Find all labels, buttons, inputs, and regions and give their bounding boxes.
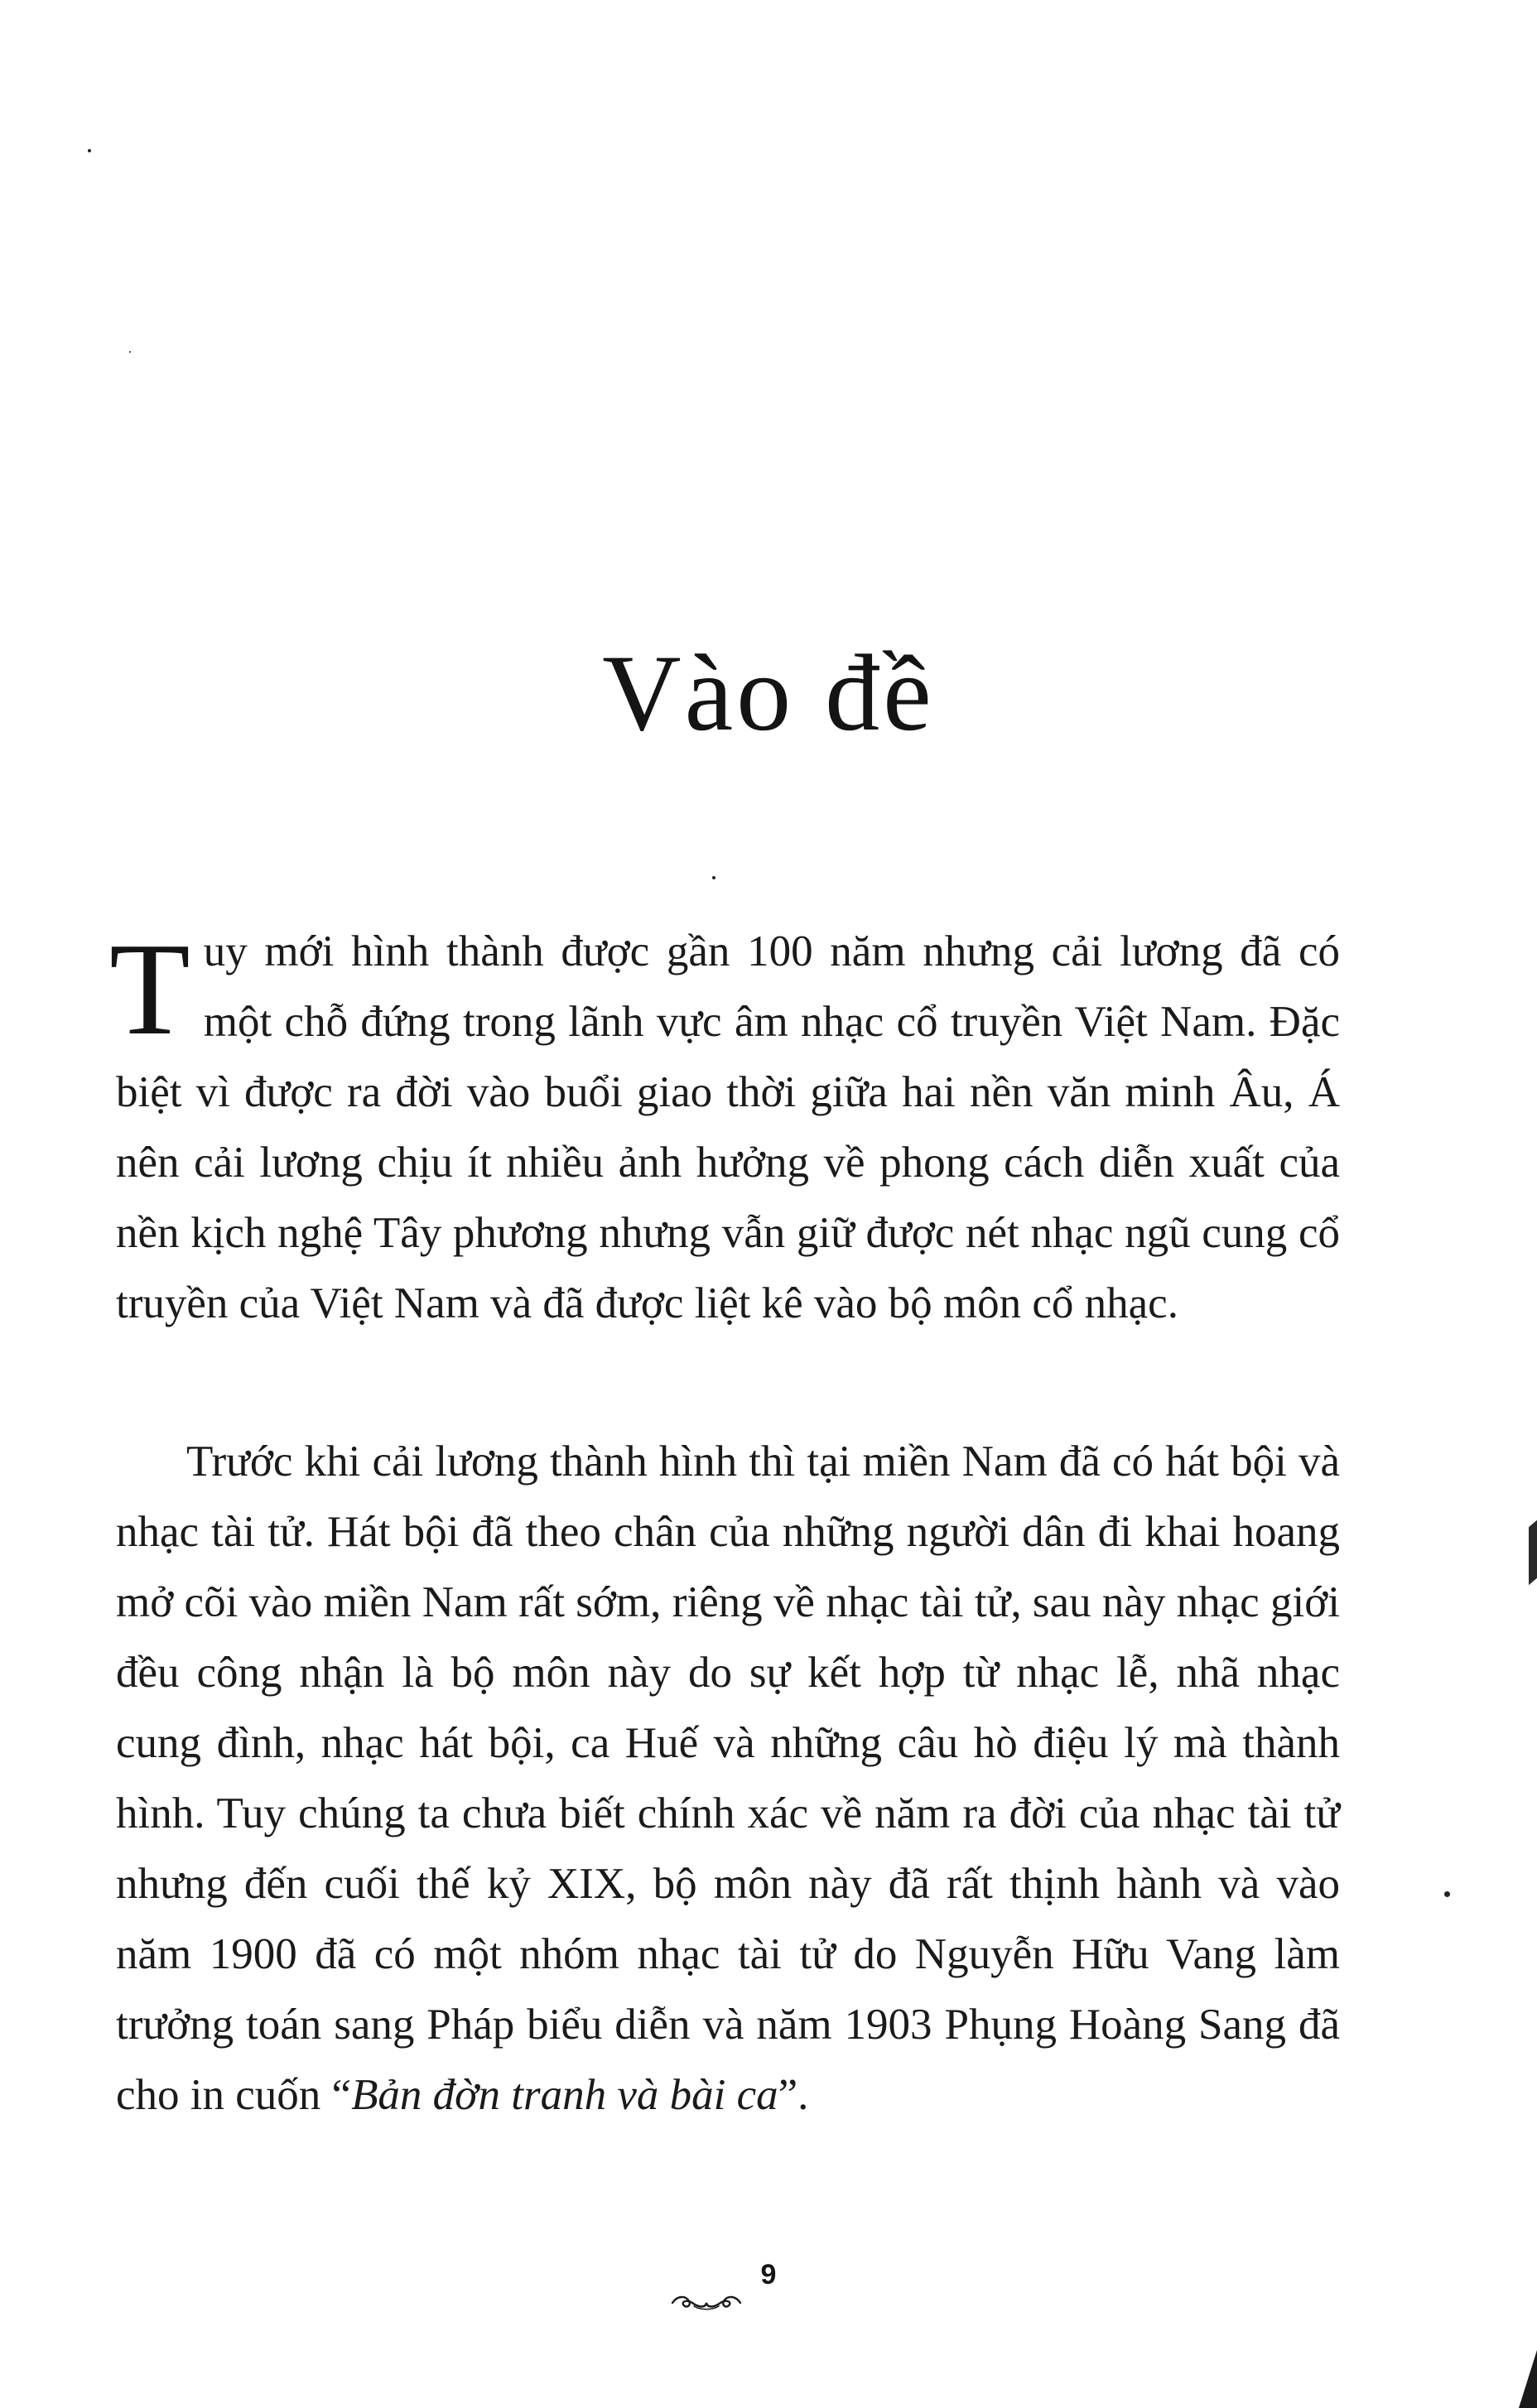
paragraph-2: [116, 1427, 1340, 2131]
page-number: 9: [760, 2259, 777, 2290]
quote-close: ”.: [778, 2071, 809, 2119]
paragraph-1: [109, 915, 1340, 1339]
print-speck: [712, 876, 716, 879]
chapter-title: Vào đề: [602, 632, 935, 754]
book-title-italic: Bản đờn tranh và bài ca: [351, 2071, 778, 2119]
scroll-ornament-icon: [669, 2294, 744, 2312]
page-edge-shadow: [1529, 1520, 1537, 1585]
print-speck: [88, 149, 91, 152]
drop-cap: T: [109, 915, 190, 1062]
paragraph-1-text: uy mới hình thành được gần 100 năm nhưng cải lương đã có một chỗ đứng trong lãnh vực âm nhạc cổ truyền Việt Nam. Đặc biệt vì được ra đời vào buổi giao thời giữa hai nền văn minh Âu, Á nên cải lương chịu ít nhiều ảnh hưởng về phong cách diễn xuất của nền kịch nghệ Tây phương nhưng vẫn giữ được nét nhạc ngũ cung cổ truyền của Việt Nam và đã được liệt kê vào bộ môn cổ nhạc.: [116, 927, 1340, 1327]
paragraph-2-text: Trước khi cải lương thành hình thì tại miền Nam đã có hát bội và nhạc tài tử. Hát bội đã theo chân của những người dân đi khai hoang mở cõi vào miền Nam rất sớm, riêng về nhạc tài tử, sau này nhạc giới đều công nhận là bộ môn này do sự kết hợp từ nhạc lễ, nhã nhạc cung đình, nhạc hát bội, ca Huế và những câu hò điệu lý mà thành hình. Tuy chúng ta chưa biết chính xác về năm ra đời của nhạc tài tử nhưng đến cuối thế kỷ XIX, bộ môn này đã rất thịnh hành và vào năm 1900 đã có một nhóm nhạc tài tử do Nguyễn Hữu Vang làm trưởng toán sang Pháp biểu diễn và năm 1903 Phụng Hoàng Sang đã cho in cuốn: [116, 1438, 1340, 2119]
page-corner-shadow: [1519, 2350, 1537, 2408]
quote-open: “: [331, 2071, 352, 2119]
print-speck: [129, 351, 131, 353]
print-speck: [1444, 1891, 1450, 1897]
